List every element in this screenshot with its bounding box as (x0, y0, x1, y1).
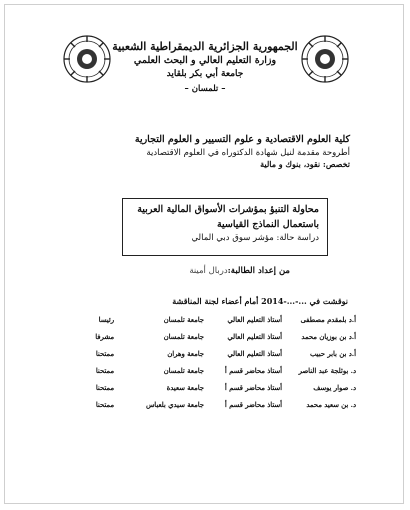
thesis-description: أطروحة مقدمة لنيل شهادة الدكتوراه في العلوم الاقتصادية (146, 147, 350, 158)
thesis-title-line2: باستعمال النماذج القياسية (216, 218, 319, 230)
committee-title: نوقشت في ...-...-2014 أمام أعضاء لجنة المناقشة (172, 296, 348, 306)
republic-name: الجمهورية الجزائرية الديمقراطية الشعبية (112, 40, 298, 53)
university-name: جامعة أبي بكر بلقايد (166, 68, 244, 79)
member-role: ممتحنا (95, 349, 114, 358)
member-name: د. صوار يوسف (313, 383, 356, 392)
table-row (66, 345, 356, 362)
member-rank: أستاذ التعليم العالي (227, 332, 282, 341)
member-rank: أستاذ محاضر قسم أ (224, 383, 282, 392)
ministry-name: وزارة التعليم العالي و البحث العلمي (133, 54, 277, 66)
committee-table (66, 311, 356, 413)
table-row (66, 379, 356, 396)
member-role: ممتحنا (95, 400, 114, 409)
thesis-title-line1: محاولة التنبؤ بمؤشرات الأسواق المالية العربية (137, 204, 319, 215)
member-name: أ.د بن بوزيان محمد (301, 332, 356, 341)
faculty-block (60, 133, 350, 171)
member-role: مشرفا (95, 332, 114, 341)
member-name: أ.د بلمقدم مصطفى (300, 315, 356, 324)
table-row (66, 396, 356, 413)
member-university: جامعة وهران (167, 349, 204, 358)
case-study: دراسة حالة: مؤشر سوق دبي المالي (191, 233, 319, 244)
author-line (90, 266, 290, 276)
member-name: أ.د بن بابر حبيب (309, 349, 356, 358)
member-role: ممتحنا (95, 383, 114, 392)
faculty-name: كلية العلوم الاقتصادية و علوم التسيير و العلوم التجارية (134, 134, 350, 145)
city-name: – تلمسان – (184, 83, 226, 94)
member-rank: أستاذ التعليم العالي (227, 315, 282, 324)
member-rank: أستاذ محاضر قسم أ (224, 400, 282, 409)
member-role: رئيسا (98, 315, 114, 324)
thesis-title-box (122, 198, 328, 256)
table-row (66, 311, 356, 328)
member-university: جامعة سيدي بلعباس (145, 400, 204, 409)
specialty: تخصص: نقود، بنوك و مالية (260, 159, 350, 170)
author-name: دربال أمينة (189, 266, 228, 276)
document-header (90, 40, 320, 95)
member-role: ممتحنا (95, 366, 114, 375)
table-row (66, 362, 356, 379)
member-university: جامعة تلمسان (163, 366, 204, 375)
member-rank: أستاذ التعليم العالي (227, 349, 282, 358)
table-row (66, 328, 356, 345)
member-university: جامعة تلمسان (163, 315, 204, 324)
member-university: جامعة تلمسان (163, 332, 204, 341)
member-rank: أستاذ محاضر قسم أ (224, 366, 282, 375)
member-name: د. بن سعيد محمد (306, 400, 356, 409)
author-label: من إعداد الطالبة: (227, 266, 290, 276)
member-name: د. بوثلجة عبد الناصر (298, 366, 356, 375)
member-university: جامعة سعيدة (166, 383, 204, 392)
